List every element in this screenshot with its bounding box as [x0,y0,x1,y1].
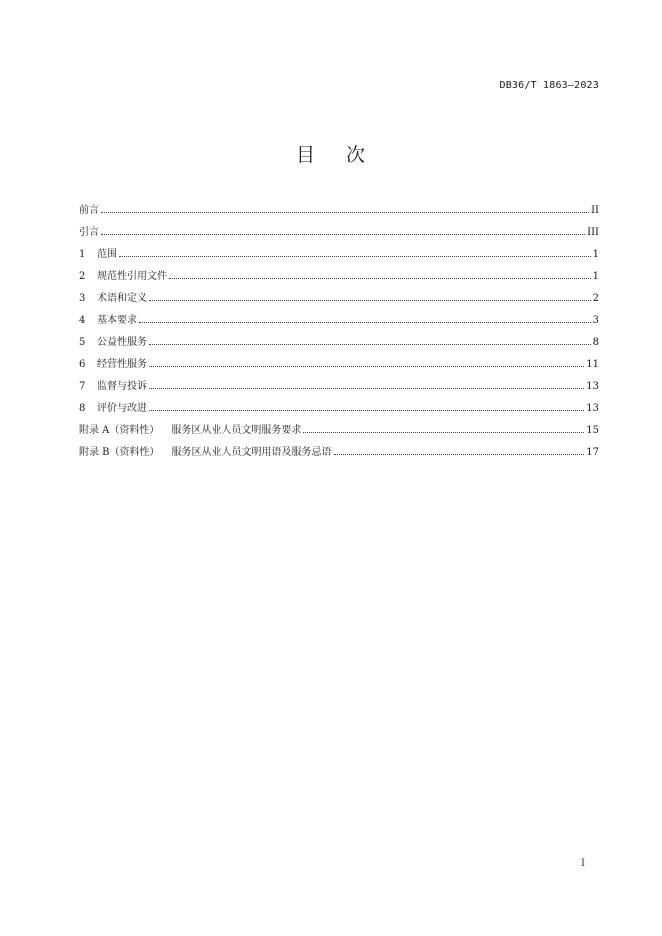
toc-leader [149,366,584,367]
toc-entry-foreword[interactable] [79,201,599,223]
toc-leader [139,322,591,323]
toc-entry-number: 附录 A（资料性） [79,425,160,436]
toc-entry-label: 公益性服务 [97,337,147,348]
toc-entry-8[interactable] [79,399,599,421]
toc-entry-3[interactable] [79,289,599,311]
toc-entry-page: 11 [586,359,599,370]
toc-entry-label: 服务区从业人员文明用语及服务忌语 [171,447,332,458]
toc-entry-page: 8 [592,337,599,348]
table-of-contents [79,201,599,465]
toc-entry-label: 引言 [79,227,99,238]
toc-entry-page: 3 [592,315,599,326]
toc-entry-label: 术语和定义 [97,293,147,304]
toc-entry-label: 经营性服务 [97,359,147,370]
toc-title [0,140,662,167]
toc-leader [149,300,591,301]
toc-entry-label: 评价与改进 [97,403,147,414]
toc-entry-number: 6 [79,359,86,370]
toc-leader [101,234,585,235]
toc-entry-introduction[interactable] [79,223,599,245]
toc-leader [119,256,591,257]
toc-title-char-1: 目 [295,144,316,166]
toc-entry-number: 5 [79,337,86,348]
toc-entry-2[interactable] [79,267,599,289]
toc-entry-6[interactable] [79,355,599,377]
toc-leader [169,278,591,279]
toc-entry-page: III [587,227,599,238]
toc-entry-number: 3 [79,293,86,304]
toc-entry-label: 基本要求 [97,315,137,326]
document-code: DB36/T 1863—2023 [499,80,599,91]
toc-entry-page: 1 [592,249,599,260]
toc-entry-number: 8 [79,403,86,414]
toc-entry-page: 2 [592,293,599,304]
toc-entry-appendix-a[interactable] [79,421,599,443]
toc-leader [334,454,585,455]
toc-entry-page: 1 [592,271,599,282]
toc-entry-page: 15 [586,425,599,436]
toc-leader [101,212,589,213]
toc-entry-4[interactable] [79,311,599,333]
toc-entry-number: 4 [79,315,86,326]
page-number: I [581,858,585,869]
toc-entry-label: 前言 [79,205,99,216]
toc-entry-number: 7 [79,381,86,392]
toc-leader [149,410,584,411]
toc-entry-page: II [591,205,599,216]
toc-entry-number: 2 [79,271,86,282]
toc-entry-page: 13 [586,381,599,392]
toc-entry-7[interactable] [79,377,599,399]
toc-entry-1[interactable] [79,245,599,267]
toc-entry-label: 范围 [97,249,117,260]
toc-entry-number: 附录 B（资料性） [79,447,160,458]
toc-entry-label: 监督与投诉 [97,381,147,392]
toc-entry-label: 规范性引用文件 [97,271,167,282]
toc-entry-appendix-b[interactable] [79,443,599,465]
toc-entry-page: 13 [586,403,599,414]
toc-entry-page: 17 [586,447,599,458]
toc-entry-5[interactable] [79,333,599,355]
toc-entry-number: 1 [79,249,86,260]
toc-leader [303,432,584,433]
toc-leader [149,344,591,345]
toc-title-char-2: 次 [346,144,367,166]
toc-entry-label: 服务区从业人员文明服务要求 [171,425,302,436]
toc-leader [149,388,584,389]
